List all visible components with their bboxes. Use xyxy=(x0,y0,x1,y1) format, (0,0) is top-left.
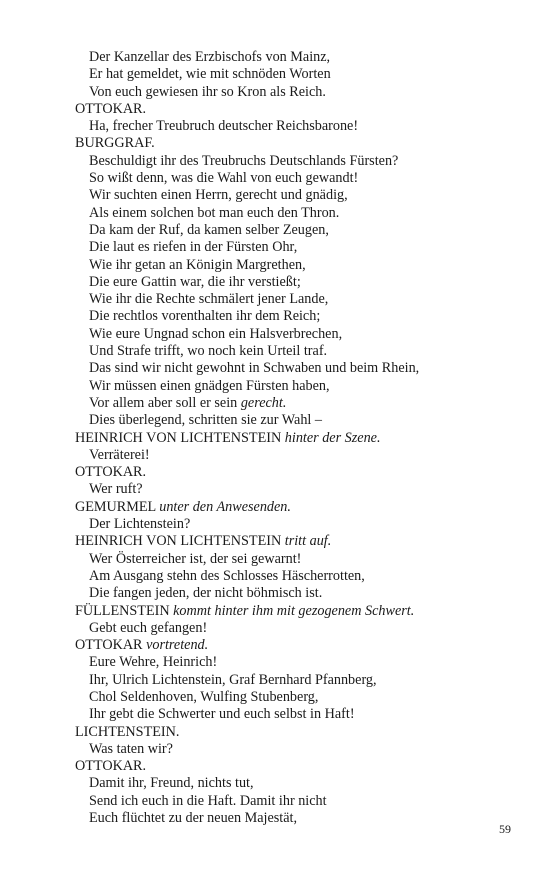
speaker-name: HEINRICH VON LICHTENSTEIN xyxy=(75,533,282,550)
verse-text: Am Ausgang stehn des Schlosses Häscherrotten, xyxy=(89,567,365,584)
verse-text: Wer Österreicher ist, der sei gewarnt! xyxy=(89,550,302,567)
verse-text: Wie ihr die Rechte schmälert jener Lande, xyxy=(89,291,329,308)
verse-line xyxy=(75,689,515,706)
verse-text: Chol Seldenhoven, Wulfing Stubenberg, xyxy=(89,688,319,705)
verse-line xyxy=(75,810,515,827)
page-number: 59 xyxy=(499,822,511,836)
speaker-line xyxy=(75,603,515,620)
speaker-line xyxy=(75,533,515,550)
verse-line xyxy=(75,775,515,792)
page-text xyxy=(75,49,515,827)
verse-line xyxy=(75,118,515,135)
verse-text: Die fangen jeden, der nicht böhmisch ist. xyxy=(89,585,323,602)
verse-line xyxy=(75,360,515,377)
verse-text: Ihr, Ulrich Lichtenstein, Graf Bernhard Pfannberg, xyxy=(89,671,377,688)
verse-text: Der Lichtenstein? xyxy=(89,516,191,533)
verse-line xyxy=(75,654,515,671)
stage-direction: hinter der Szene. xyxy=(284,429,381,446)
speaker-line xyxy=(75,135,515,152)
emphasis: gerecht. xyxy=(240,394,287,411)
speaker-name: OTTOKAR. xyxy=(75,100,147,117)
speaker-name: OTTOKAR. xyxy=(75,464,147,481)
verse-line xyxy=(75,308,515,325)
speaker-line xyxy=(75,637,515,654)
verse-line xyxy=(75,793,515,810)
speaker-name: OTTOKAR xyxy=(75,637,143,654)
verse-line xyxy=(75,291,515,308)
verse-text: Das sind wir nicht gewohnt in Schwaben und beim Rhein, xyxy=(89,360,420,377)
speaker-line xyxy=(75,464,515,481)
speaker-name: BURGGRAF. xyxy=(75,135,155,152)
speaker-name: OTTOKAR. xyxy=(75,758,147,775)
verse-text: Wir suchten einen Herrn, gerecht und gnädig, xyxy=(89,187,348,204)
verse-line xyxy=(75,706,515,723)
verse-line xyxy=(75,481,515,498)
verse-line xyxy=(75,49,515,66)
verse-text: Beschuldigt ihr des Treubruchs Deutschlands Fürsten? xyxy=(89,152,399,169)
verse-line xyxy=(75,239,515,256)
verse-line xyxy=(75,447,515,464)
verse-line xyxy=(75,326,515,343)
verse-text: Da kam der Ruf, da kamen selber Zeugen, xyxy=(89,221,329,238)
verse-text: Die eure Gattin war, die ihr verstießt; xyxy=(89,273,301,290)
verse-line xyxy=(75,170,515,187)
verse-text: Als einem solchen bot man euch den Thron. xyxy=(89,204,340,221)
verse-text: Er hat gemeldet, wie mit schnöden Worten xyxy=(89,66,331,83)
verse-text: Die rechtlos vorenthalten ihr dem Reich; xyxy=(89,308,321,325)
verse-text: Eure Wehre, Heinrich! xyxy=(89,654,218,671)
verse-text: Wer ruft? xyxy=(89,481,143,498)
verse-line xyxy=(75,66,515,83)
verse-line xyxy=(75,516,515,533)
verse-text: Ihr gebt die Schwerter und euch selbst in Haft! xyxy=(89,706,355,723)
verse-text: Wir müssen einen gnädgen Fürsten haben, xyxy=(89,377,330,394)
verse-text: So wißt denn, was die Wahl von euch gewandt! xyxy=(89,170,359,187)
verse-line xyxy=(75,205,515,222)
verse-text: Und Strafe trifft, wo noch kein Urteil traf. xyxy=(89,343,328,360)
stage-direction: tritt auf. xyxy=(284,533,332,550)
verse-text: Von euch gewiesen ihr so Kron als Reich. xyxy=(89,83,326,100)
verse-line xyxy=(75,568,515,585)
stage-direction: vortretend. xyxy=(146,637,209,654)
verse-text: Dies überlegend, schritten sie zur Wahl – xyxy=(89,412,323,429)
stage-direction: kommt hinter ihm mit gezogenem Schwert. xyxy=(173,602,415,619)
verse-line xyxy=(75,395,515,412)
speaker-name: GEMURMEL xyxy=(75,498,156,515)
verse-text: Gebt euch gefangen! xyxy=(89,619,208,636)
verse-line xyxy=(75,620,515,637)
verse-text: Wie ihr getan an Königin Margrethen, xyxy=(89,256,306,273)
verse-text: Euch flüchtet zu der neuen Majestät, xyxy=(89,810,297,827)
verse-text: Send ich euch in die Haft. Damit ihr nicht xyxy=(89,792,327,809)
speaker-line xyxy=(75,101,515,118)
verse-text: Was taten wir? xyxy=(89,740,173,757)
verse-line xyxy=(75,741,515,758)
speaker-name: LICHTENSTEIN. xyxy=(75,723,180,740)
verse-text: Ha, frecher Treubruch deutscher Reichsbarone! xyxy=(89,118,359,135)
verse-line xyxy=(75,551,515,568)
verse-text: Damit ihr, Freund, nichts tut, xyxy=(89,775,254,792)
verse-line xyxy=(75,378,515,395)
speaker-line xyxy=(75,430,515,447)
verse-text: Verräterei! xyxy=(89,446,150,463)
verse-line xyxy=(75,187,515,204)
verse-line xyxy=(75,343,515,360)
speaker-name: HEINRICH VON LICHTENSTEIN xyxy=(75,429,282,446)
verse-line xyxy=(75,84,515,101)
verse-line xyxy=(75,412,515,429)
verse-text: Wie eure Ungnad schon ein Halsverbrechen, xyxy=(89,325,343,342)
verse-line xyxy=(75,257,515,274)
verse-text: Die laut es riefen in der Fürsten Ohr, xyxy=(89,239,298,256)
verse-line xyxy=(75,672,515,689)
speaker-line xyxy=(75,724,515,741)
speaker-line xyxy=(75,758,515,775)
verse-line xyxy=(75,585,515,602)
speaker-line xyxy=(75,499,515,516)
speaker-name: FÜLLENSTEIN xyxy=(75,602,170,619)
verse-line xyxy=(75,222,515,239)
verse-line xyxy=(75,153,515,170)
stage-direction: unter den Anwesenden. xyxy=(159,498,291,515)
verse-line xyxy=(75,274,515,291)
verse-text: Vor allem aber soll er sein xyxy=(89,394,241,411)
verse-text: Der Kanzellar des Erzbischofs von Mainz, xyxy=(89,49,331,65)
